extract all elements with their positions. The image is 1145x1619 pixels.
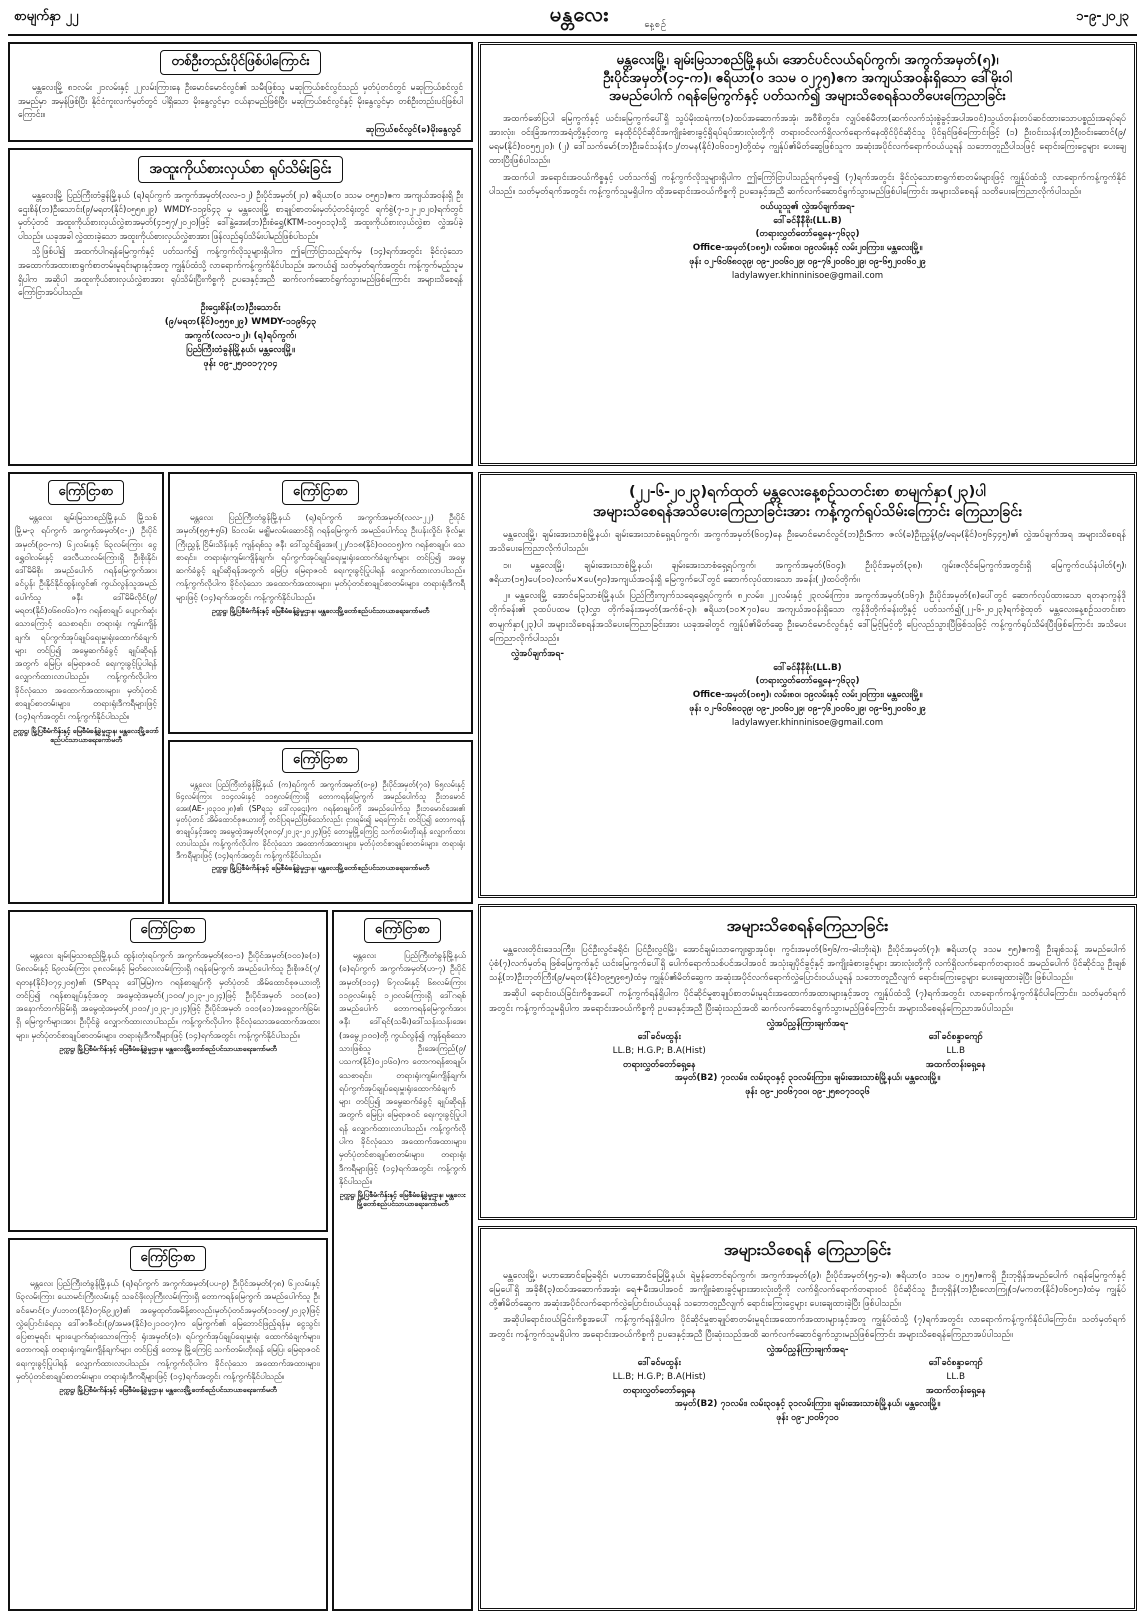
signer-phone: ဖုန်း ၀၉-၂၅၀၀၁၇၇၀၄ <box>203 358 278 369</box>
title-line-1: မန္တလေးမြို့၊ ချမ်းမြသာစည်မြို့နယ်၊ အောင်ပင်လယ်ရပ်ကွက်၊ အကွက်အမှတ်(၅)၊ <box>616 52 999 68</box>
lawyer-rank: အထက်တန်းရှေ့နေ <box>925 1059 986 1070</box>
lawyers-block <box>481 1031 1134 1072</box>
lawyer-license: (တရားလွှတ်တော်ရှေ့နေ-၇၆၃၃) <box>755 676 860 687</box>
notice-body-2: အဆိုပါ ရောင်းဝယ်ခြင်းကိစ္စအပေါ် ကန့်ကွက်ရန်ရှိပါက ပိုင်ဆိုင်မှုစာချုပ်စာတမ်းမူရင်းအထောက်အထားများနှင့်အတူ ကျွန်ုပ်ထံသို့ (၇)ရက်အတွင်း လာရောက်ကန့်ကွက်နိုင်ပါကြောင်း၊ သတ်မှတ်ရက်အတွင်း ကန့်ကွက်သူမရှိပါက အရောင်းအဝယ်ကိစ္စကို ဥပဒေနှင့်အညီ ပြီးဆုံးသည်အထိ ဆက်လက်ဆောင်ရွက်သွားမည်ဖြစ်ကြောင်း အများသိစေရန်ကြေညာအပ်ပါသည်။ <box>489 989 1126 1014</box>
notice-title: အများသိစေရန်ကြေညာခြင်း <box>726 916 889 935</box>
classified-notice-3 <box>168 740 473 904</box>
notice-body: မန္တလေး ပြည်ကြီးတံခွန်မြို့နယ် (ခ)ရပ်ကွက် အကွက်အမှတ်(ဟ-၇) ဦးပိုင်အမှတ်(၁၁၄) ၆၇လမ်းနှင့် ၆၈လမ်းကြား ၁၁၉လမ်းနှင့် ၁၂၀လမ်းကြားရှိ ဒေါ်ဂရစ် အမည်ပေါက် တောကရန်မြေကွက်အား ဇနီး ဒေါ်ရင်(သမီး)ဒေါ်သန်းသန်းအေး (အမွေ၂၁၀၀)တို့ ကွယ်လွန်၍ ကျန်ရစ်သော သားဖြစ်သူ ဦးအေးကြည်(၉/ပသက(နိုင်)၀၂၁၆၀)က တောကရန်စာချုပ်၊ သေစာရင်း၊ တရားရုံးကျမ်းကျိန်ချက်၊ ရပ်ကွက်အုပ်ချုပ်ရေးမှူးရုံးထောက်ခံချက်များ တင်ပြ၍ အမွေဆက်ခံခွင့် ချုပ်ဆိုရန်အတွက် မြေပြ၊ မြေရာဇဝင် ရေးကူးခွင့်ပြုပါရန် လျှောက်ထားလာပါသည်။ ကန့်ကွက်လိုပါက ခိုင်လုံသော အထောက်အထားများ၊ မှတ်ပုံတင်စာချုပ်စာတမ်းများ၊ တရားရုံး ဒီကရီများဖြင့် (၁၄)ရက်အတွင်း ကန့်ကွက်နိုင်ပါသည်။ <box>339 950 466 1186</box>
notice-title: ကြော်ငြာစာ <box>130 918 207 943</box>
lawyer-license: (တရားလွှတ်တော်ရှေ့နေ-၇၆၃၃) <box>755 229 860 240</box>
sig-caption: လွှဲအပ်ညွှန်ကြားချက်အရ- <box>766 1018 849 1029</box>
notice-body-3: ၂။ မန္တလေးမြို့ အောင်မြေသာစံမြို့နယ်၊ ပြည်ကြီးကျက်သရေရှေ့ရပ်ကွက်၊ ၈၂လမ်း၊ ၂၂လမ်းနှင့် ၂၃လမ်းကြား၊ အကွက်အမှတ်(၁၆၇)၊ ဦးပိုင်အမှတ်(၈)ပေါ်တွင် ဆောက်လုပ်ထားသော ရတနာကွန်ဒိုတိုက်ခန်း၏ ၃ထပ်ပထမ (၃)လွှာ တိုက်ခန်းအမှတ်(အက်စ်-၃)၊ ဧရိယာ(၁၀×၇၀)ပေ အကျယ်အဝန်းရှိသော ကွန်ဒိုတိုက်ခန်းတို့နှင့် ပတ်သက်၍(၂၂-၆-၂၀၂၃)ရက်စွဲထုတ် မန္တလေးနေ့စဉ်သတင်းစာ စာမျက်နှာ(၂၃)ပါ အများသိစေရန်အသိပေးကြေညာခြင်းအား ယခုအခါတွင် ကျွန်ုပ်၏မိတ်ဆွေ ဦးမောင်မောင်လွင်နှင့် ဒေါ်မြင့်မြင့်တို့ ပြေလည်သွားပြီဖြစ်သဖြင့် ကန့်ကွက်ရုပ်သိမ်းပြီးဖြစ်ကြောင်း အသိပေးကြေညာလိုက်ပါသည်။ <box>489 591 1126 644</box>
notice-title: ကြော်ငြာစာ <box>282 480 359 505</box>
notice-body-1: မန္တလေးမြို့ ပြည်ကြီးတံခွန်မြို့နယ် (ရ)ရပ်ကွက် အကွက်အမှတ်(လလ-၁၂) ဦးပိုင်အမှတ်(၂၀) ဧရိယာ(၀ ဒသမ ၀၅၅၁)ဧက အကျယ်အဝန်းရှိ ဦးဌေးစိန်(ဘ)ဦးသောင်း(၉/မရတ(နိုင်)၀၅၅၈၂၉) WMDY-၁၁၉၆၄၃ မှ မန္တလေးမြို့ စာချုပ်စာတမ်းမှတ်ပုံတင်ရုံးတွင် ရက်စွဲ(၇-၁၂-၂၀၂၀)ရက်တွင် မှတ်ပုံတင် အထူးကိုယ်စားလှယ်လွှဲစာအမှတ်(၄၁၅၇/၂၀၂၀)ဖြင့် ဒေါ်နွဲ့အေး(ဘ)ဦးစံရွှေ(KTM-၁၀၅၀၁၃)သို့ အထူးကိုယ်စားလှယ်လွှဲစာ လွှဲအပ်ခဲ့ပါသည်။ ယခုအခါ လွှဲထားခဲ့သော အထူးကိုယ်စားလှယ်လွှဲစာအား ဖြန်လည်ရုပ်သိမ်းပါမည်ဖြစ်ပါသည်။ <box>18 190 463 241</box>
lawyers-block <box>481 1357 1134 1398</box>
classified-notice-6 <box>8 1238 328 1611</box>
lawyer-office: Office-အမှတ်(၁၈၅)၊ လမ်း၈၀၊ ၁၉လမ်းနှင့် လမ်း၂၀ကြား၊ မန္တလေးမြို့။ <box>692 243 923 254</box>
classified-notice-5 <box>332 910 473 1611</box>
notice-title: ကြော်ငြာစာ <box>282 748 359 773</box>
notice-body-1: မန္တလေးမြို့၊ မဟာအောင်မြေခရိုင်၊ မဟာအောင်မြေမြို့နယ်၊ ရဲမွန်တောင်ရပ်ကွက်၊ အကွက်အမှတ်(၉)၊ ဦးပိုင်အမှတ်(၅၄-ခ)၊ ဧရိယာ(၀ ဒသမ ၀၂၅၅)ဧကရှိ ဦးဘုရှိန်အမည်ပေါက် ဂရန်မြေကွက်နှင့် မြေပေါ်ရှိ အခိုစီ(၃)ထပ်အဆောက်အအုံ၊ ရေ+မီးအပါအဝင် အကျိုးခံစားခွင့်များအားလုံးတို့ကို လက်ရှိလက်ရောက်တရားဝင် ပိုင်ဆိုင်သူ ဦးဘုရှိန်(ဘ)ဦးလောကြူ(၁/မကတ(နိုင်)၀၆၀၅၁)ထံမှ ကျွန်ုပ်တို့၏မိတ်ဆွေက အဆုံးအပိုင်လက်ရောက်လွှဲပြောင်းဝယ်ယူရန် သဘောတူညီလျက် ရောင်းကြေးငွေများ ပေးချေထားခဲ့ပြီး ဖြစ်ပါသည်။ <box>489 1270 1126 1310</box>
title-line-3: အမည်ပေါက် ဂရန်မြေကွက်နှင့် ပတ်သက်၍ အများသိစေရန်သတိပေးကြေညာခြင်း <box>609 88 1006 105</box>
lawyer-name: ဒေါ်ခင်နီနီစိုး(LL.B) <box>773 662 842 673</box>
lawyer-degrees: LL.B; H.G.P; B.A(Hist) <box>612 1046 706 1057</box>
notice-objection-withdrawal <box>478 472 1137 898</box>
notice-body-2: အထက်ပါ အရောင်းအဝယ်ကိစ္စနှင့် ပတ်သက်၍ ကန့်ကွက်လိုသူများရှိပါက ဤကြော်ငြာပါသည့်ရက်မှစ၍ (၇)ရက်အတွင်း ခိုင်လုံသောစာရွက်စာတမ်းများဖြင့် ကျွန်ုပ်ထံသို့ လာရောက်ကန့်ကွက်နိုင်ပါသည်။ သတ်မှတ်ရက်အတွင်း ကန့်ကွက်သူမရှိပါက ထိုအရောင်းအဝယ်ကိစ္စကို ဥပဒေနှင့်အညီ ဆက်လက်ဆောင်ရွက်သွားမည်ဖြစ်ပါကြောင်း အများသိစေရန် သတိပေးကြေညာလိုက်ပါသည်။ <box>489 172 1126 197</box>
notice-title: အထူးကိုယ်စားလှယ်စာ ရုပ်သိမ်းခြင်း <box>138 156 342 183</box>
notice-body-2: ၁။ မန္တလေးမြို့၊ ချမ်းအေးသာစံမြို့နယ်၊ ချမ်းအေးသာစံရှေ့ရပ်ကွက်၊ အကွက်အမှတ်(၆၀၄)၊ ဦးပိုင်အမှတ်(၃၈)၊ ဂျမ်းဇလိုင်မြေကွက်အတွင်းရှိ မြေကွက်ငယ်နံပါတ်(၅)၊ ဧရိယာ(၁၅)ပေ(၁၀)လက်မ×ပေ(၅၀)အကျယ်အဝန်းရှိ မြေကွက်ပေါ်တွင် ဆောက်လုပ်ထားသော အခန်း(၂)ထပ်တိုက်။ <box>489 560 1126 585</box>
signer-address: ပြည်ကြီးတံခွန်မြို့နယ်၊ မန္တလေးမြို့။ <box>186 344 295 355</box>
lawyer-phone: ဖုန်း ၀၂-၆၀၆၈၀၃၉၊ ၀၉-၂၀၀၆၀၂၉၊ ၀၉-၇၆၂၀၀၆၀၂၉၊ ၀၉-၆၅၂၀၀၆၀၂၉ <box>689 703 926 714</box>
lawyer-left <box>511 1357 808 1398</box>
lawyer-degrees: LL.B <box>946 1046 966 1057</box>
notice-body-1: မန္တလေးမြို့၊ ချမ်းအေးသာစံမြို့နယ်၊ ချမ်းအေးသာစံရှေ့ရပ်ကွက်၊ အကွက်အမှတ်(၆၀၄)နေ ဦးမောင်မောင်လွင်(ဘ)ဦးSကာ ဇလ်(ခ)ဦးညွှန့်(၉/မရမ(နိုင်)၀၅၆၄၄၅)၏ လွှဲအပ်ချက်အရ အများသိစေရန်အသိပေးကြေညာလိုက်ပါသည်။ <box>489 530 1126 555</box>
notice-issuer: ဥက္ကဋ္ဌ၊ မြို့ပြစီမံကိန်းနှင့် မြေစီမံခန့်ခွဲမှုဌာန၊ မန္တလေးမြို့တော်စည်ပင်သာယာရေးကော်မတီ <box>211 864 430 873</box>
notice-title: ကြော်ငြာစာ <box>48 480 125 505</box>
lawyer-address: အမှတ်(B2) ၇၁လမ်း၊ လမ်း၃၀နှင့် ၃၁လမ်းကြား၊ ချမ်းအေးသာစံမြို့နယ်၊ မန္တလေးမြို့။ <box>674 1073 941 1084</box>
notice-title: အများသိစေရန် ကြေညာခြင်း <box>723 1240 892 1259</box>
lawyer-degrees: LL.B; H.G.P; B.A(Hist) <box>612 1372 706 1383</box>
notice-title <box>481 51 1134 106</box>
notice-signer: ဆုကြယ်စင်လွင်(ခ)မိုးနွေလွင် <box>365 124 461 135</box>
lawyer-name: ဒေါ်ခင်နီနီစိုး(LL.B) <box>773 215 842 226</box>
notice-body-2: အဆိုပါရောင်းဝယ်ခြင်းကိစ္စအပေါ် ကန့်ကွက်ရန်ရှိပါက ပိုင်ဆိုင်မှုစာချုပ်စာတမ်းမူရင်းအထောက်အထားများနှင့်အတူ ကျွန်ုပ်ထံသို့ (၇)ရက်အတွင်း လာရောက်ကန့်ကွက်နိုင်ပါကြောင်း၊ သတ်မှတ်ရက်အတွင်း ကန့်ကွက်သူမရှိပါက အရောင်းအဝယ်ကိစ္စကို ဥပဒေနှင့်အညီ ပြီးဆုံးသည်အထိ ဆက်လက်ဆောင်ရွက်သွားမည်ဖြစ်ကြောင်း အများသိစေရန်ကြေညာအပ်ပါသည်။ <box>489 1315 1126 1340</box>
page-number: စာမျက်နှာ ၂၂ <box>14 9 79 24</box>
lawyer-name: ဒေါ်ခင်စန္ဒာကျော် <box>928 1032 983 1043</box>
lawyer-left <box>511 1031 808 1072</box>
title-line-2: ဦးပိုင်အမှတ်(၁၄-က)၊ ဧရိယာ(၀ ဒသမ ၀၂၇၅)ဧက အကျယ်အဝန်းရှိသော ဒေါ်မိုးဝါ <box>603 70 1012 87</box>
classified-notice-1 <box>8 472 164 904</box>
lawyer-phone: ဖုန်း ၀၂-၆၀၆၈၀၃၉၊ ၀၉-၂၀၀၆၀၂၉၊ ၀၉-၇၆၂၀၀၆၀၂၉၊ ၀၉-၆၅၂၀၀၆၀၂၉ <box>689 256 926 267</box>
signature-block <box>10 302 471 372</box>
lawyer-phone: ဖုန်း ၀၉-၂၀၀၆၇၁၀ <box>776 1412 839 1423</box>
masthead-logo <box>492 1 667 35</box>
notice-public-announcement-2 <box>478 1226 1137 1611</box>
signature-block <box>481 201 1134 269</box>
notice-body: မန္တလေး ပြည်ကြီးတံခွန်မြို့နယ် (ရ)ရပ်ကွက် အကွက်အမှတ်(ပပ-၉) ဦးပိုင်အမှတ်(၇၈) ၆၂လမ်းနှင့် ၆၃လမ်းကြား ယောမင်းကြီးလမ်းနှင့် သခင်ဖိုးလှကြီးလမ်းကြားရှိ တောကရန်မြေကွက် အမည်ပေါက်သူ ဦးခင်မောင်(၁၂/ပဘတ(နိုင်)၀၇၆၉၂၉)၏ အမွေထုတ်အမိန့်စာလည်းမှတ်ပုံတင်အမှတ်(၁၁၀၅/၂၀၂၃)ဖြင့် လွှဲပြောင်းခံရသူ ဒေါ်ဇာဇီဝင်း(၉/အမဇ(နိုင်)၀၂၁၀၀၇)က မြေကွက်၏ မြေဘောင်ဖြည့်ရန်မှ ငွေသွင်းပြေစာမူရင်း များပျောက်ဆုံးသောကြောင့် ရုံးအမှတ်(၁)၊ ရပ်ကွက်အုပ်ချုပ်ရေးမှူးရုံး ထောက်ခံချက်များ၊ တောကရန် တရားရုံးကျမ်းကျိန်ချက်များ တင်ပြ၍ တောမှု မြို့ကြေငြ သက်တမ်းတိုးရန် မြေပြ၊ မြေရာဇဝင် ရေးကူးခွင့်ပြုပါရန် လျှောက်ထားလာပါသည်။ ကန့်ကွက်လိုပါက ခိုင်လုံသော အထောက်အထားများ၊ မှတ်ပုံတင်စာချုပ်စာတမ်းများ၊ တရားရုံးဒီကရီများဖြင့် (၁၄)ရက်အတွင်း ကန့်ကွက်နိုင်ပါသည်။ <box>16 1278 320 1381</box>
notice-sole-ownership <box>8 42 473 142</box>
sig-caption: လွှဲအပ်ညွှန်ကြားချက်အရ- <box>766 1344 849 1355</box>
lawyer-rank: အထက်တန်းရှေ့နေ <box>925 1385 986 1396</box>
lawyer-right <box>808 1031 1105 1072</box>
issue-date: ၁-၉-၂၀၂၃ <box>1076 9 1129 24</box>
notice-body: မန္တလေး ချမ်းမြသာစည်မြို့နယ် ထွန်းတုံးရပ်ကွက် အကွက်အမှတ်(၈၁-၁) ဦးပိုင်အမှတ်(၁၀၁)ခ(၁) ၆၈လမ်းနှင့် ၆၉လမ်းကြား ၃၈လမ်းနှင့် မြတ်လေးလမ်းကြားရှိ ဂရန်မြေကွက် အမည်ပေါက်သူ ဦးစိုးဇင်(၇/ရတန(နိုင်)၀၇၄၂၀၅)၏ (SPရသူ ဒေါ်မြမြ)က ဂရန်စာချုပ်ကို မှတ်ပုံတင် အိမ်ထောင်စုဇယားတို့ တင်ပြ၍ ဂရန်စာချုပ်နှင့်အတူ အမွေထဲ့အမှတ်(၂၁၀၀/၂၀၂၃-၂၀၂၄)ဖြင့် ဦးပိုင်အမှတ် ၁၀၁(ခ၁) အနောက်ဘက်ခြမ်းရှိ အမွေထဲ့အမှတ်(၂၁၀၁/၂၀၂၃-၂၀၂၄)ဖြင့် ဦးပိုင်အမှတ် ၁၀၁(ခ၁)အရှေ့ဘက်ခြမ်းရှိ မြေကွက်များအား ဦးပိုင်ခွဲ လျှောက်ထားလာပါသည်။ ကန့်ကွက်လိုပါက ခိုင်လုံသောအထောက်အထားများ၊ မှတ်ပုံတင်စာချုပ်စာတမ်းများ၊ တရားရုံးဒီကရီများဖြင့် (၁၄)ရက်အတွင်း ကန့်ကွက်နိုင်ပါသည်။ <box>16 950 320 1040</box>
notice-body: မန္တလေး ပြည်ကြီးတံခွန်မြို့နယ် (က)ရပ်ကွက် အကွက်အမှတ်(၀-၉) ဦးပိုင်အမှတ်(၇၀) ၆၅လမ်းနှင့် ၆၄လမ်းကြား ၁၁၄လမ်းနှင့် ၁၁၅လမ်းကြားရှိ တောကရန်မြေကွက် အမည်ပေါက်သူ ဦးဘမောင်အေး(AE-၂၀၃၁၀၂၈)၏ (SPရသူ ဒေါ်လှဌေး)က ဂရန်စာချုပ်ကို အမည်ပေါက်သူ ဦးဘမောင်အေး၏ မှတ်ပုံတင် အိမ်ထောင်စုဇယားတို့ တင်ပြရမည်ဖြစ်သော်လည်း ငှားရမ်း၍ မရကြောင်း တင်ပြ၍ တောကရန်စာချုပ်နှင့်အတူ အမွေထဲ့အမှတ်(၃၈၀၄/၂၀၂၃-၂၀၂၄)ဖြင့် တောမှုမြို့ကြေငြ သက်တမ်းတိုးရန် လျှောက်ထားလာပါသည်။ ကန့်ကွက်လိုပါက ခိုင်လုံသော အထောက်အထားများ၊ မှတ်ပုံတင်စာချုပ်စာတမ်းများ၊ တရားရုံးဒီကရီများဖြင့် (၁၄)ရက်အတွင်း ကန့်ကွက်နိုင်ပါသည်။ <box>176 780 465 860</box>
notice-issuer: ဥက္ကဋ္ဌ၊ မြို့ပြစီမံကိန်းနှင့် မြေစီမံခန့်ခွဲမှုဌာန၊ မန္တလေးမြို့တော်စည်ပင်သာယာရေးကော်မတီ <box>13 726 159 744</box>
masthead-title: မန္တလေး <box>549 2 610 26</box>
lawyer-degrees: LL.B <box>946 1372 966 1383</box>
notice-body-1: မန္တလေးတိုင်းဒေသကြီး၊ ပြင်ဦးလွင်ခရိုင်၊ ပြင်ဦးလွင်မြို့၊ အောင်ချမ်းသာကျေးရွာအုပ်စု၊ ကွင်းအမှတ်(၆၅၆/က-ဓါးဘိုးရဲ)၊ ဦးပိုင်အမှတ်(၇)၊ ဧရိယာ(၃ ဒသမ ၅၅)ဧကရှိ ဦးချစ်သန့် အမည်ပေါက် ပုံစံ(၇)လက်မှတ်ရ ဖြစ်မြေကွက်နှင့် ယင်းမြေကွက်ပေါ်ရှိ ပေါက်ရောက်သစ်ပင်အပါအဝင် အသုံးချပိုင်ခွင့်နှင့် အကျိုးခံစားခွင့်များ အားလုံးတို့ကို လက်ရှိလက်ရောက်တရားဝင် အမည်ပေါက် ပိုင်ဆိုင်သူ ဦးချစ်သန့်(ဘ)ဦးဘုတ်ကြီး(၉/မရတ(နိုင်)၀၉၅၉၈၅)ထံမှ ကျွန်ုပ်၏မိတ်ဆွေက အဆုံးအပိုင်လက်ရောက်လွှဲပြောင်းဝယ်ယူရန် သဘောတူညီလျက် ရောင်းကြေးငွေများ ပေးချေထားခဲ့ပြီး ဖြစ်ပါသည်။ <box>489 944 1126 984</box>
signer-id: (၉/မရတ(နိုင်)၀၅၅၈၂၉) WMDY-၁၁၉၆၄၃ <box>164 316 317 327</box>
page-header <box>0 0 1145 38</box>
classified-notice-4 <box>8 910 328 1232</box>
title-line-2: အများသိစေရန်အသိပေးကြေညာခြင်းအား ကန့်ကွက်ရုပ်သိမ်းကြောင်း ကြေညာခြင်း <box>593 503 1022 520</box>
sig-caption: ဝယ်ယူသူ၏ လွှဲအပ်ချက်အရ- <box>760 202 855 213</box>
lawyer-email[interactable]: ladylawyer.khinninisoe@gmail.com <box>731 718 884 729</box>
notice-issuer: ဥက္ကဋ္ဌ၊ မြို့ပြစီမံကိန်းနှင့် မြေစီမံခန့်ခွဲမှုဌာန၊ မန္တလေးမြို့တော်စည်ပင်သာယာရေးကော်မတီ <box>339 1191 466 1209</box>
notice-issuer: ဥက္ကဋ္ဌ၊ မြို့ပြစီမံကိန်းနှင့် မြေစီမံခန့်ခွဲမှုဌာန၊ မန္တလေးမြို့တော်စည်ပင်သာယာရေးကော်မတီ <box>59 1044 277 1053</box>
notice-body: မန္တလေး ပြည်ကြီးတံခွန်မြို့နယ် (ရ)ရပ်ကွက် အကွက်အမှတ်(လလ-၂၂) ဦးပိုင်အမှတ်(၅၅+၅၆) ၆၁လမ်း မဇ္ဈိမလမ်းဆောင်ရှိ ဂရန်မြေကွက် အမည်ပေါက်သူ ဦးပန်းလှိုင်၊ ဇိုလ်မှူးကြီးညွှန့် ငြိမ်းသိန်းနှင့် ကျန်ရစ်သူ ဇနီး ဒေါ်သွင်ချိုအေး(၂၂/၁၁၈(နိုင်)၀၀၀၁၅)က ဂရန်စာချုပ်၊ သေစာရင်း၊ တရားရုံးကျမ်းကျိန်ချက်၊ ရပ်ကွက်အုပ်ချုပ်ရေးမှူးရုံးထောက်ခံချက်များ တင်ပြ၍ အမွေဆက်ခံခွင့် ချုပ်ဆိုရန်အတွက် မြေပြ၊ မြေရာဇဝင် ရေးကူးခွင့်ပြုပါရန် လျှောက်ထားလာပါသည်။ ကန့်ကွက်လိုပါက ခိုင်လုံသော အထောက်အထားများ၊ မှတ်ပုံတင်စာချုပ်စာတမ်းများ၊ တရားရုံးဒီကရီများဖြင့် (၁၄)ရက်အတွင်း ကန့်ကွက်နိုင်ပါသည်။ <box>176 512 465 602</box>
lawyer-name: ဒေါ်ခင်မထွန်း <box>637 1032 681 1043</box>
signer-name: ဦးဌေးစိန်း(ဘ)ဦးသောင်း <box>200 302 281 313</box>
notice-body-1: အထက်ဖော်ပြပါ မြေကွက်နှင့် ယင်းမြေကွက်ပေါ်ရှိ သွပ်မိုးထရံကာ(၁)ထပ်အဆောက်အအုံ၊ အဝီစိတွင်း၊ လျှပ်စစ်မီတာ(ဆက်လက်သုံးစွဲခွင့်အပါအဝင်)သွယ်တန်းတပ်ဆင်ထားသောပစ္စည်းအရပ်ရပ်အားလုံး၊ ဝင်းခြံအကာအရံတို့နှင့်တကွ နေထိုင်ပိုင်ဆိုင်အကျိုးခံစားခွင့်ရှိရပ်ရပ်အားလုံးတို့ကို တရားဝင်လက်ရှိလက်ရောက်နေထိုင်ပိုင်ဆိုင်သူ ပိုင်ရှင်ဖြစ်ကြောင်းဖြင့် (၁) ဦးဝင်းသန်း(ဘ)ဦးဝင်းဆောင်(၉/မရမ(နိုင်)၀၀၅၅၂၀)၊ (၂) ဒေါ်သက်မော်(ဘ)ဦးခင်သန်း(၁၂/တမန(နိုင်)၀၆၀၁၅)တို့ထံမှ ကျွန်ုပ်၏မိတ်ဆွေဖြစ်သူက အဆုံးအပိုင်လက်ရောက်ဝယ်ယူရန် သဘောတူညီပါသဖြင့် ရောင်းကြေးငွေများ ပေးချေထားပြီးဖြစ်ပါသည်။ <box>489 113 1126 167</box>
lawyer-right <box>808 1357 1105 1398</box>
lawyer-phone: ဖုန်း ၀၉-၂၀၀၆၇၁၀၊ ၀၉-၂၅၈၀၇၁၀၃၆ <box>745 1086 870 1097</box>
notice-public-announcement-1 <box>478 904 1137 1220</box>
notice-issuer: ဥက္ကဋ္ဌ၊ မြို့ပြစီမံကိန်းနှင့် မြေစီမံခန့်ခွဲမှုဌာန၊ မန္တလေးမြို့တော်စည်ပင်သာယာရေးကော်မတီ <box>59 1386 277 1395</box>
classified-notice-2 <box>168 472 473 734</box>
notice-title: ကြော်ငြာစာ <box>364 918 441 943</box>
masthead-subtitle: နေ့စဉ် <box>644 20 667 30</box>
notice-body: မန္တလေးမြို့ ၈၁လမ်း ၂၁လမ်းနှင့် ၂၂လမ်းကြားနေ ဦးမောင်မောင်လွင်၏ သမီးဖြစ်သူ မဆုကြယ်စင်လွင်သည် မှတ်ပုံတင်တွင် မဆုကြယ်စင်လွင်အမည်မှာ အမှန်ဖြစ်ပြီး နိုင်ငံကူးလက်မှတ်တွင် ပါရှိသော မိုးနွေလွင်မှာ ငယ်နာမည်ဖြစ်ပြီး မဆုကြယ်စင်လွင်နှင့် မိုးနွေလွင်မှာ တစ်ဦးတည်းပင်ဖြစ်ပါကြောင်း။ <box>18 82 463 120</box>
notice-title: တစ်ဦးတည်းပိုင်ဖြစ်ပါကြောင်း <box>160 50 320 75</box>
signer-plot: အကွက်(လလ-၁၂)၊ (ရ)ရပ်ကွက်၊ <box>184 330 297 341</box>
lawyer-rank: တရားလွှတ်တော်ရှေ့နေ <box>622 1059 696 1070</box>
lawyer-office: Office-အမှတ်(၁၈၅)၊ လမ်း၈၀၊ ၁၉လမ်းနှင့် လမ်း၂၀ကြား၊ မန္တလေးမြို့။ <box>692 690 923 700</box>
notice-title <box>481 483 1134 522</box>
notice-body-2: သို့ဖြစ်ပါ၍ အထက်ပါဂရန်မြေကွက်နှင့် ပတ်သက်၍ ကန့်ကွက်လိုသူများရှိပါက ဤကြော်ငြာသည့်ရက်မှ (၁၄)ရက်အတွင်း ခိုင်လုံသောအထောက်အထားစာရွက်စာတမ်းမူရင်းများနှင့်အတူ ကျွန်ုပ်ထံသို့ လာရောက်ကန့်ကွက်နိုင်ပါသည်။ အကယ်၍ သတ်မှတ်ရက်အတွင်း ကန့်ကွက်မည့်သူမရှိပါက အဆိုပါ အထူးကိုယ်စားလှယ်လွှဲစာအား ရုပ်သိမ်းပြီးကိစ္စကို ဥပဒေနှင့်အညီ ဆက်လက်ဆောင်ရွက်သွားမည်ဖြစ်ကြောင်း အများသိစေရန် ကြော်ငြာအပ်ပါသည်။ <box>18 246 463 298</box>
lawyer-email[interactable]: ladylawyer.khinninisoe@gmail.com <box>731 271 884 282</box>
notice-body: မန္တလေး ချမ်းမြသာစည်မြို့နယ် မြို့သစ် မြို့မ-၃ ရပ်ကွက် အကွက်အမှတ်(င-၂) ဦးပိုင်အမှတ်(၉၀-က) ၆၂လမ်းနှင့် ၆၃လမ်းကြား ငွေရွှေဝါလမ်းနှင့် ဒေလီယာလမ်းကြားရှိ ဦးစိုးနိုင်၊ ဒေါ်မိမိစိုး အမည်ပေါက် ဂရန်မြေကွက်အား ခင်ပွန်း ဦးနိုင်နိုင်ထွန်းလွင်၏ ကွယ်လွန်သူအမည်ပေါက်သူ ဇနီး ဒေါ်မိမိလိုင်(၉/မရတ(နိုင်)၀၆၈၀၆၁)က ဂရန်စာချုပ် ပျောက်ဆုံးသောကြောင့် သေစာရင်း၊ တရားရုံး ကျမ်းကျိန်ချက်၊ ရပ်ကွက်အုပ်ချုပ်ရေးမှူးရုံးထောက်ခံချက်များ တင်ပြ၍ အမွေဆက်ခံခွင့် ချုပ်ဆိုရန်အတွက် မြေပြ၊ မြေရာဇဝင် ရေးကူးခွင့်ပြုပါရန် လျှောက်ထားလာပါသည်။ ကန့်ကွက်လိုပါက ခိုင်လုံသော အထောက်အထားများ၊ မှတ်ပုံတင်စာချုပ်စာတမ်းများ၊ တရားရုံးဒီကရီများဖြင့် (၁၄)ရက်အတွင်း ကန့်ကွက်နိုင်ပါသည်။ <box>15 512 157 722</box>
lawyer-rank: တရားလွှတ်တော်ရှေ့နေ <box>622 1385 696 1396</box>
title-line-1: (၂၂-၆-၂၀၂၃)ရက်ထုတ် မန္တလေးနေ့စဉ်သတင်းစာ စာမျက်နှာ(၂၃)ပါ <box>628 484 987 500</box>
sig-caption: လွှဲအပ်ချက်အရ- <box>511 649 565 660</box>
header-rule <box>8 34 1137 36</box>
lawyer-name: ဒေါ်ခင်မထွန်း <box>637 1358 681 1369</box>
lawyer-address: အမှတ်(B2) ၇၁လမ်း၊ လမ်း၃၀နှင့် ၃၁လမ်းကြား၊ ချမ်းအေးသာစံမြို့နယ်၊ မန္တလေးမြို့။ <box>674 1399 941 1410</box>
notice-poa-revocation <box>8 148 473 466</box>
notice-issuer: ဥက္ကဋ္ဌ၊ မြို့ပြစီမံကိန်းနှင့် မြေစီမံခန့်ခွဲမှုဌာန၊ မန္တလေးမြို့တော်စည်ပင်သာယာရေးကော်မတီ <box>211 606 430 615</box>
notice-title: ကြော်ငြာစာ <box>130 1246 207 1271</box>
lawyer-name: ဒေါ်ခင်စန္ဒာကျော် <box>928 1358 983 1369</box>
signature-block <box>481 648 1134 716</box>
notice-land-warning <box>478 42 1137 466</box>
